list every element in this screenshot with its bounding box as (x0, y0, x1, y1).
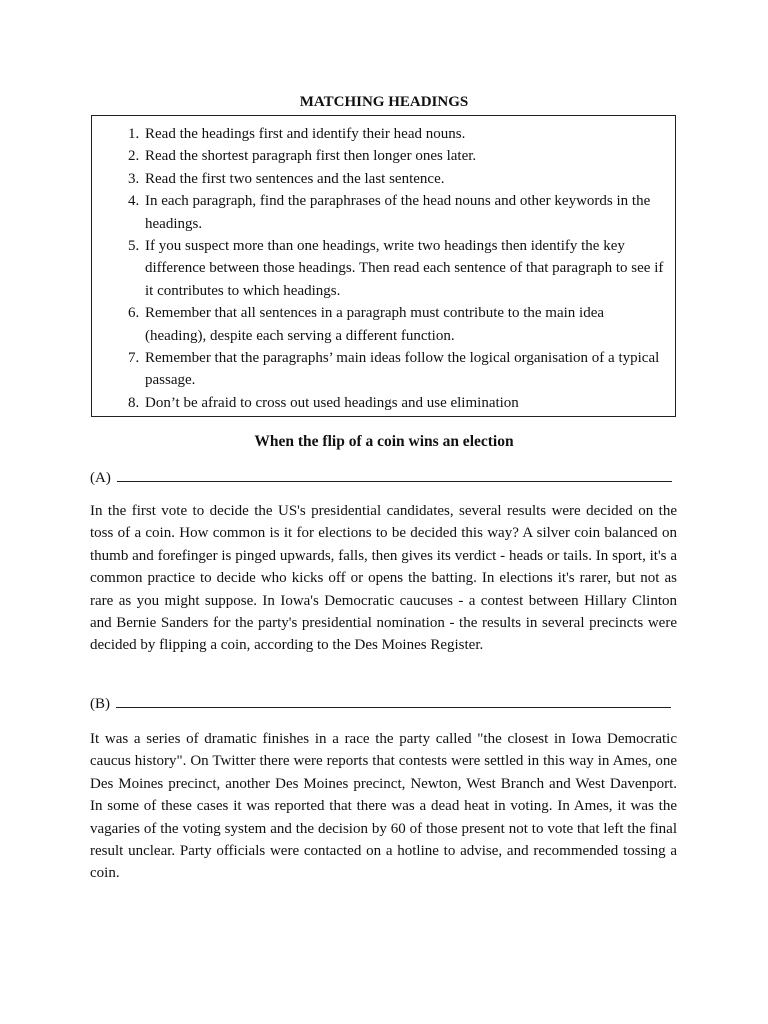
paragraph-a: In the first vote to decide the US's presidential candidates, several results were decided on the toss of a coin. How common is it for elections to be decided this way? A silver coin balanced on thumb and forefinger is pinged upwards, falls, then gives its verdict - heads or tails. In sport, it's a common practice to decide who kicks off or opens the batting. In elections it's rarer, but not as rare as you might suppose. In Iowa's Democratic caucuses - a contest between Hillary Clinton and Bernie Sanders for the party's presidential nomination - the results in several precincts were decided by flipping a coin, according to the Des Moines Register. (90, 503, 677, 654)
heading-answer-b (90, 694, 671, 713)
tip-item: 4. In each paragraph, find the paraphrases of the head nouns and other keywords in the headings. (143, 190, 667, 235)
tip-item: 3. Read the first two sentences and the last sentence. (143, 168, 667, 190)
tips-list (92, 116, 675, 414)
heading-blank-b[interactable] (116, 694, 671, 708)
passage-title: When the flip of a coin wins an election (254, 433, 514, 450)
tip-item: 8. Don’t be afraid to cross out used headings and use elimination (143, 392, 667, 414)
tip-item: 1. Read the headings first and identify their head nouns. (143, 123, 667, 145)
tip-item: 5. If you suspect more than one headings, write two headings then identify the key difference between those headings. Then read each sentence of that paragraph to see if it contributes to which headings. (143, 235, 667, 302)
tips-box (91, 115, 676, 417)
paragraph-b: It was a series of dramatic finishes in a race the party called "the closest in Iowa Democratic caucus history". On Twitter there were reports that contests were settled in this way in Ames, one Des Moines precinct, another Des Moines precinct, Newton, West Branch and West Davenport. In some of these cases it was reported that there was a dead heat in voting. In Ames, it was the vagaries of the voting system and the decision by 60 of those present not to vote that left the final result unclear. Party officials were contacted on a hotline to advise, and recommended tossing a coin. (90, 731, 677, 882)
section-label: (B) (90, 696, 110, 712)
page-title: MATCHING HEADINGS (299, 94, 469, 110)
tip-item: 2. Read the shortest paragraph first then longer ones later. (143, 145, 667, 167)
heading-answer-a (90, 468, 672, 487)
tip-item: 7. Remember that the paragraphs’ main ideas follow the logical organisation of a typical passage. (143, 347, 667, 392)
section-label: (A) (90, 470, 111, 486)
tip-item: 6. Remember that all sentences in a paragraph must contribute to the main idea (heading), despite each serving a different function. (143, 302, 667, 347)
heading-blank-a[interactable] (117, 468, 672, 482)
